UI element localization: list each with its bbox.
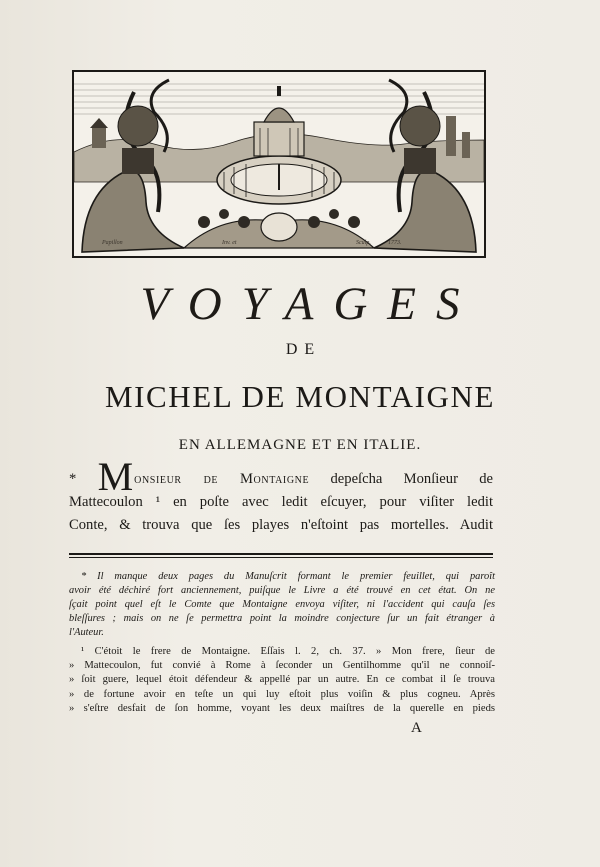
- footnote-one-line-5: » s'eſtre desfait de ſon homme, voyant les deux maiſtres de la querelle en pieds: [69, 702, 495, 714]
- engraving-illustration: [74, 72, 484, 256]
- engraved-headpiece: [72, 70, 486, 258]
- title-subtitle: EN ALLEMAGNE ET EN ITALIE.: [178, 437, 422, 453]
- footnote-one: [69, 645, 495, 716]
- footnote-star: [69, 570, 495, 640]
- engraver-credit: Papillon: [102, 240, 123, 246]
- drop-cap: M: [97, 454, 134, 499]
- separator-rule: [69, 553, 493, 555]
- engraver-credit-right: Sculp.: [356, 240, 371, 246]
- footnote-star-line-2: avoir été déchiré fort anciennement, puiſque le Livre a été trouvé en cet état. On ne: [69, 585, 495, 596]
- footnote-one-line-2: » Mattecoulon, fut convié à Rome à ſeconder un Gentilhomme qu'il ne connoiſ-: [69, 660, 495, 672]
- body-line-3: Conte, & trouva que ſes playes n'eſtoint pas mortelles. Audit: [69, 517, 493, 533]
- footnote-star-line-4: bleſſures ; mais on ne ſe permettra point la moindre conjecture ſur un fait étranger à: [69, 613, 495, 624]
- title-voyages: VOYAGES: [140, 278, 480, 330]
- footnote-star-line-3: ſçait point quel eſt le Comte que Montaigne envoya viſiter, ni l'accident qui cauſa ſes: [69, 599, 495, 610]
- footnote-star-line-1: * Il manque deux pages du Manuſcrit formant le premier feuillet, qui paroît: [81, 571, 495, 582]
- footnote-asterisk: *: [69, 471, 77, 487]
- footnote-star-line-5: l'Auteur.: [69, 627, 104, 638]
- separator-rule-thin: [69, 557, 493, 558]
- body-line-1: [69, 454, 493, 499]
- title-de: DE: [285, 341, 322, 358]
- body-line-1-rest: depeſcha Monſieur de: [309, 471, 493, 487]
- smallcaps-opening: onsieur de Montaigne: [134, 471, 310, 487]
- engraver-credit-year: 1773.: [388, 240, 402, 246]
- body-line-2: Mattecoulon ¹ en poſte avec ledit eſcuyer, pour viſiter ledit: [69, 494, 493, 510]
- footnote-one-line-4: » de fortune avoir en teſte un qui luy eſtoit plus voiſin & plus cogneu. Après: [69, 688, 495, 700]
- footnote-one-line-1: ¹ C'étoit le frere de Montaigne. Eſſais l. 2, ch. 37. » Mon frere, ſieur de: [81, 646, 495, 657]
- engraver-credit-mid: Inv. et: [222, 240, 237, 246]
- body-paragraph: [69, 454, 493, 537]
- title-author: MICHEL DE MONTAIGNE: [104, 379, 496, 414]
- signature-mark: A: [411, 720, 422, 736]
- footnote-one-line-3: » ſoit guere, lequel étoit défendeur & appellé par un autre. En ce combat il ſe trouva: [69, 674, 495, 686]
